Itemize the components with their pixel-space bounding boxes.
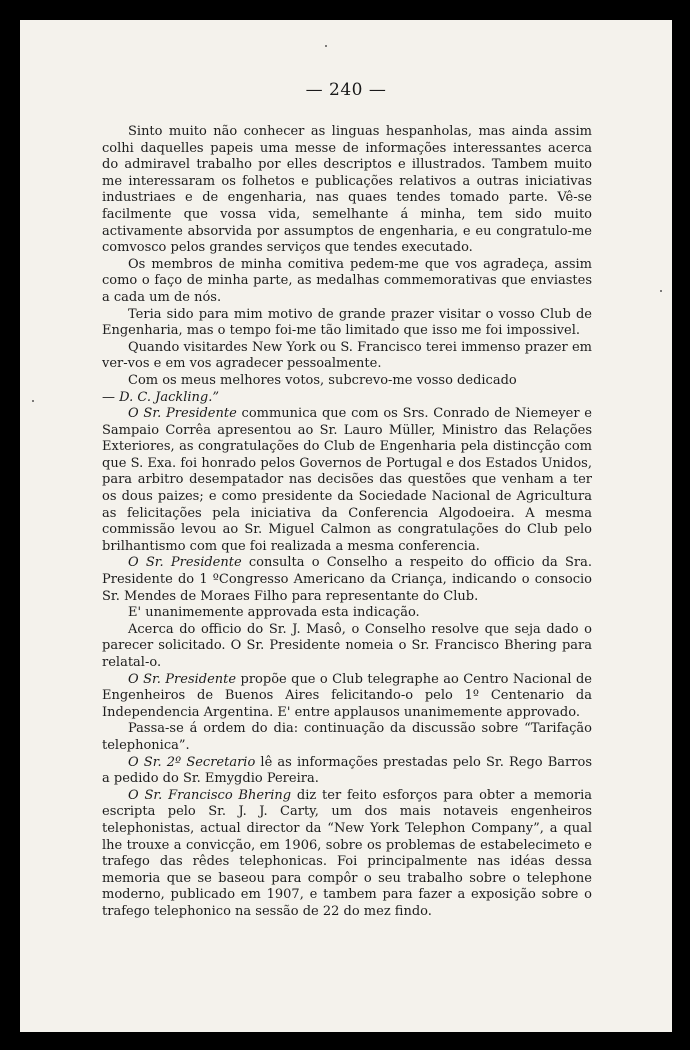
paragraph-10 (102, 622, 592, 672)
paragraph-2-text: Os membros de minha comitiva pedem-me que vos agradeça, assim como o faço de minha parte, as medalhas commemorativas que enviastes a cada um de nós. (102, 256, 592, 305)
signature-text: — D. C. Jackling.” (102, 389, 220, 405)
paragraph-4-text: Quando visitardes New York ou S. Francisco terei immenso prazer em ver-vos e em vos agradecer pessoalmente. (102, 339, 592, 372)
paragraph-5-text: Com os meus melhores votos, subcrevo-me vosso dedicado (128, 372, 517, 388)
paragraph-9-text: E' unanimemente approvada esta indicação. (128, 605, 420, 621)
body-text (102, 124, 592, 921)
paragraph-3 (102, 307, 592, 340)
page-number: — 240 — (305, 80, 387, 100)
paragraph-3-text: Teria sido para mim motivo de grande prazer visitar o vosso Club de Engenharia, mas o tempo foi-me tão limitado que isso me foi impossivel. (102, 306, 592, 339)
paragraph-11-lead: O Sr. Presidente (128, 671, 237, 687)
paragraph-5 (102, 373, 592, 390)
paragraph-11 (102, 672, 592, 722)
paragraph-12-text: Passa-se á ordem do dia: continuação da discussão sobre “Tarifação telephonica”. (102, 721, 592, 753)
paper-speck (325, 45, 327, 47)
paragraph-9 (102, 605, 592, 622)
paragraph-13-text: lê as informações prestadas pelo Sr. Rego Barros a pedido do Sr. Emygdio Pereira. (102, 754, 592, 787)
paragraph-8 (102, 555, 592, 605)
paragraph-1 (102, 124, 592, 257)
paragraph-4 (102, 340, 592, 373)
paper-speck (32, 400, 34, 402)
paragraph-14-text: diz ter feito esforços para obter a memoria escripta pelo Sr. J. J. Carty, um dos mais notaveis engenheiros telephonistas, actual director da “New York Telephon Company”, a qual lhe trouxe a convicção, em 1906, sobre os problemas de estabelecimeto e trafego das rêdes telephonicas. Foi principalmente nas idéas dessa memoria que se baseou para compôr o seu trabalho sobre o telephone moderno, publicado em 1907, e tambem para fazer a exposição sobre o trafego telephonico na sessão de 22 do mez findo. (102, 787, 593, 919)
paragraph-14 (102, 788, 592, 921)
paragraph-8-text: consulta o Conselho a respeito do officio da Sra. Presidente do 1 ºCongresso Americano da Criança, indicando o consocio Sr. Mendes de Moraes Filho para representante do Club. (102, 555, 592, 604)
paragraph-7 (102, 406, 592, 555)
paragraph-13 (102, 755, 592, 788)
paragraph-7-lead: O Sr. Presidente (128, 406, 237, 422)
document-page (20, 20, 672, 1032)
paragraph-12 (102, 721, 592, 754)
paragraph-8-lead: O Sr. Presidente (128, 555, 242, 571)
paragraph-7-text: communica que com os Srs. Conrado de Niemeyer e Sampaio Corrêa apresentou ao Sr. Lauro Müller, Ministro das Relações Exteriores, as congratulações do Club de Engenharia pela distincção com que S. Exa. foi honrado pelos Governos de Portugal e dos Estados Unidos, para arbitro desempatador nas decisões das questões que venham a ter os dous paizes; e como presidente da Sociedade Nacional de Agricultura as felicitações pela iniciativa da Conferencia Algodoeira. A mesma commissão levou ao Sr. Miguel Calmon as congratulações do Club pelo brilhantismo com que foi realizada a mesma conferencia. (102, 406, 592, 554)
paragraph-13-lead: O Sr. 2º Secretario (128, 754, 256, 770)
signature-line (102, 390, 592, 407)
paragraph-2 (102, 257, 592, 307)
paragraph-11-text: propõe que o Club telegraphe ao Centro Nacional de Engenheiros de Buenos Aires felicitando-o pelo 1º Centenario da Independencia Argentina. E' entre applausos unanimemente approvado. (102, 671, 592, 720)
paragraph-14-lead: O Sr. Francisco Bhering (128, 787, 292, 803)
paragraph-1-text: Sinto muito não conhecer as linguas hespanholas, mas ainda assim colhi daquelles papeis uma messe de informações interessantes acerca do admiravel trabalho por elles descriptos e illustrados. Tambem muito me interessaram os folhetos e publicações relativos a outras iniciativas industriaes e de engenharia, nas quaes tendes tomado parte. Vê-se facilmente que vossa vida, semelhante á minha, tem sido muito activamente absorvida por assumptos de engenharia, e eu congratulo-me comvosco pelos grandes serviços que tendes executado. (102, 124, 592, 256)
paragraph-10-text: Acerca do officio do Sr. J. Masô, o Conselho resolve que seja dado o parecer solicitado. O Sr. Presidente nomeia o Sr. Francisco Bhering para relatal-o. (102, 621, 592, 670)
paper-speck (660, 290, 662, 292)
